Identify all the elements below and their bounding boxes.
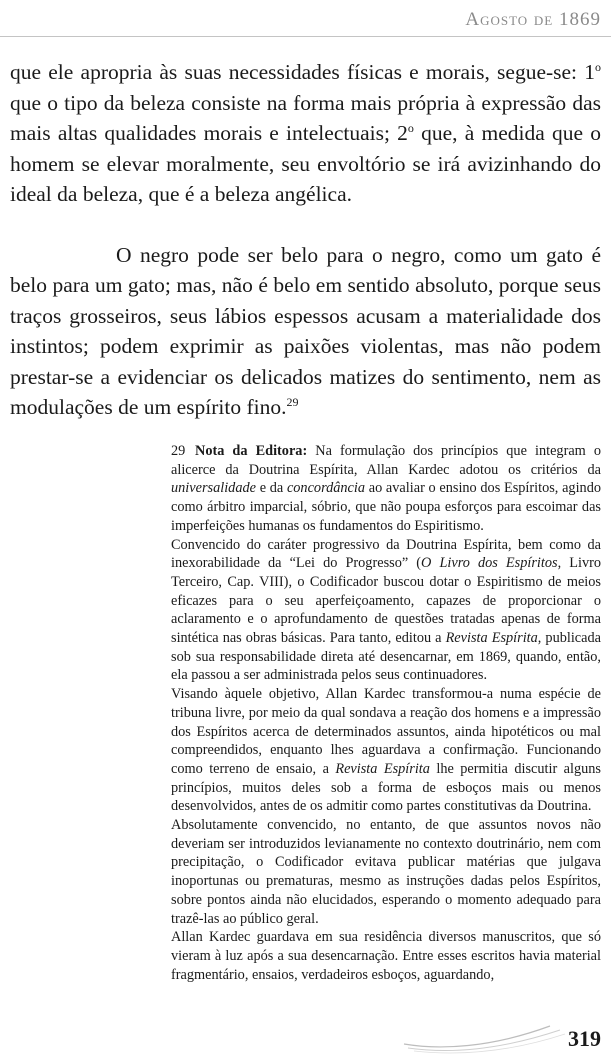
ordinal-indicator: o (595, 59, 601, 74)
footnote-text: e da (255, 480, 287, 497)
paragraph-1-text-a: que ele apropria às suas necessidades físicas e morais, segue-se: 1 (10, 60, 595, 84)
running-head: Agosto de 1869 (465, 9, 601, 30)
paragraph-1 (10, 57, 601, 210)
paragraph-2 (10, 240, 601, 423)
footnote-paragraph-1 (171, 442, 601, 536)
footnote-title: Nota da Editora: (195, 443, 308, 459)
header-rule (0, 36, 611, 37)
footnote-italic: concordância (286, 480, 366, 497)
footnote-italic: Revista Espírita (445, 630, 538, 647)
footnote-paragraph-5: Allan Kardec guardava em sua residência diversos manuscritos, que só vieram à luz após a sua desencarnação. Entre esses escritos havia material fragmentário, ensaios, verdadeiros esboços, aguardando, (171, 929, 601, 983)
footnote-text: Na formulação dos princípios que integram o alicerce da Doutrina Espírita, Allan Kardec adotou os critérios da (171, 443, 601, 478)
footnote-text: , publicada sob sua responsabilidade direta até desencarnar, em 1869, quando, então, ela passou a ser administrada pelos seus continuadores. (171, 630, 601, 684)
decorative-swoosh-icon (400, 1020, 570, 1056)
main-text (10, 57, 601, 423)
page-number: 319 (568, 1026, 601, 1051)
footnote-text: , Livro Terceiro, Cap. VIII), o Codificador buscou dotar o Espiritismo de meios eficazes para o seu aperfeiçoamento, capazes de proporcionar o aclaramento e o aprofundamento de questões tratadas apenas de forma sintética nas obras básicas. Para tanto, editou a (171, 555, 602, 647)
footnote-paragraph-3 (171, 685, 601, 816)
footnote-paragraph-2 (171, 536, 601, 686)
footnote-text: lhe permitia discutir alguns princípios, muitos deles sob a forma de esboços mais ou menos desenvolvidos, antes de os admitir como partes constitutivas da Doutrina. (171, 760, 601, 815)
footnote-italic: Revista Espírita (335, 760, 430, 777)
footnote-paragraph-4: Absolutamente convencido, no entanto, de que assuntos novos não deveriam ser introduzidos levianamente no contexto doutrinário, nem com precipitação, o Codificador evitava publicar matérias que julgava inoportunas ou prematuras, mesmo as instruções dadas pelos Espíritos, sobre pontos ainda não elucidados, esperando o momento adequado para trazê-las ao público geral. (171, 817, 601, 927)
footnote-reference[interactable]: 29 (286, 394, 299, 409)
footnote-text: ao avaliar o ensino dos Espíritos, agindo como árbitro imparcial, sóbrio, que não poupa esforços para escoimar das imperfeições humanas os fundamentos do Espiritismo. (171, 480, 601, 534)
footnote-number: 29 (171, 443, 186, 459)
footnote-text: Visando àquele objetivo, Allan Kardec transformou-a numa espécie de tribuna livre, por meio da qual sondava a reação dos homens e a impressão dos Espíritos acerca de determinados assuntos, ainda hipotéticos ou mal compreendidos, enquanto lhes aguardava a confirmação. Funcionando como terreno de ensaio, a (171, 686, 601, 777)
paragraph-1-text-c: que, à medida que o homem se elevar moralmente, seu envoltório se irá avizinhando do ideal da beleza, que é a beleza angélica. (10, 121, 601, 206)
paragraph-2-text: O negro pode ser belo para o negro, como um gato é belo para um gato; mas, não é belo em sentido absoluto, porque seus traços grosseiros, seus lábios espessos acusam a materialidade dos instintos; podem exprimir as paixões violentas, mas não podem prestar-se a evidenciar os delicados matizes do sentimento, nem as modulações de um espírito fino. (10, 242, 601, 419)
ordinal-indicator: o (407, 120, 414, 135)
footnote (171, 442, 601, 984)
footnote-italic: universalidade (171, 480, 256, 497)
paragraph-1-text-b: que o tipo da beleza consiste na forma mais própria à expressão das mais altas qualidades morais e intelectuais; 2 (10, 90, 601, 145)
footnote-text: Convencido do caráter progressivo da Doutrina Espírita, bem como da inexorabilidade da “Lei do Progresso” ( (171, 536, 601, 572)
footnote-italic: O Livro dos Espíritos (421, 555, 558, 572)
